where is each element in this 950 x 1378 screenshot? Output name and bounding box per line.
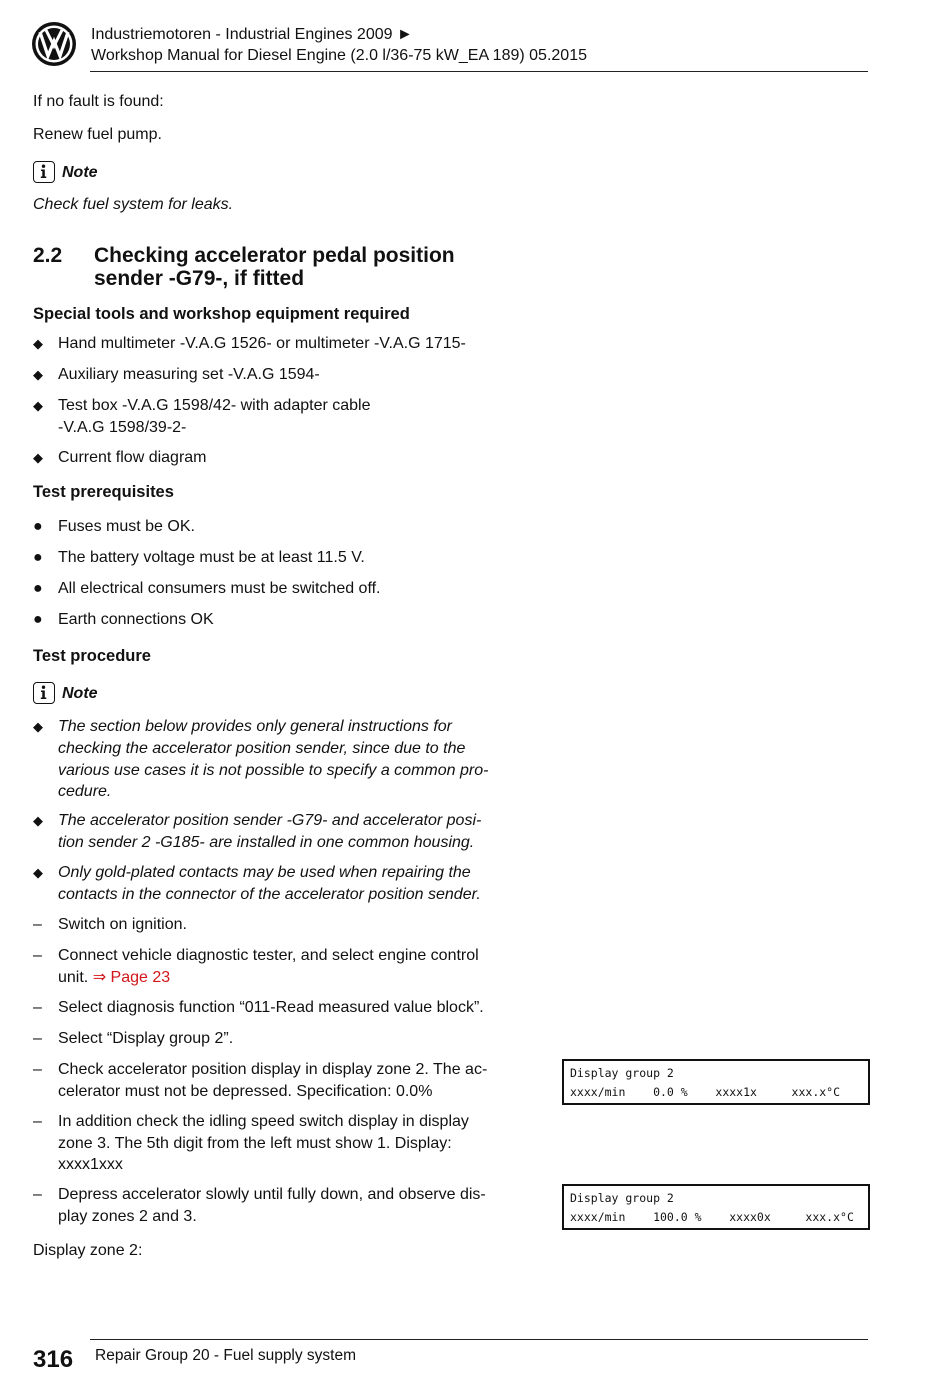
- prereq-item: The battery voltage must be at least 11.5 V.: [58, 549, 365, 566]
- round-bullet-icon: ●: [33, 580, 43, 597]
- note-item-line: tion sender 2 -G185- are installed in one common housing.: [58, 834, 475, 851]
- display-group-values: xxxx/min 100.0 % xxxx0x xxx.x°C: [570, 1210, 854, 1224]
- intro-text: If no fault is found:: [33, 93, 164, 110]
- info-icon: [33, 682, 55, 704]
- diamond-bullet-icon: ◆: [33, 450, 43, 465]
- brand-logo: [31, 21, 77, 67]
- display-group-title: Display group 2: [570, 1191, 674, 1205]
- step-item: [58, 1059, 528, 1103]
- prereq-item: Fuses must be OK.: [58, 518, 195, 535]
- note-item-line: various use cases it is not possible to specify a common pro-: [58, 762, 489, 779]
- step-item-text: unit.: [58, 969, 93, 986]
- display-group-title: Display group 2: [570, 1066, 674, 1080]
- tool-item: Hand multimeter -V.A.G 1526- or multimeter -V.A.G 1715-: [58, 335, 466, 352]
- note-item-line: contacts in the connector of the accelerator position sender.: [58, 886, 481, 903]
- diamond-bullet-icon: ◆: [33, 719, 43, 734]
- step-item: Select diagnosis function “011-Read measured value block”.: [58, 999, 484, 1016]
- diamond-bullet-icon: ◆: [33, 398, 43, 413]
- intro-text: Renew fuel pump.: [33, 126, 162, 143]
- diamond-bullet-icon: ◆: [33, 865, 43, 880]
- prereq-item: Earth connections OK: [58, 611, 214, 628]
- header-subtitle: Workshop Manual for Diesel Engine (2.0 l/36-75 kW_EA 189) 05.2015: [91, 47, 587, 64]
- display-group-box: [562, 1184, 870, 1230]
- section-title-line: sender -G79-, if fitted: [94, 267, 305, 290]
- footer-rule: [90, 1339, 868, 1340]
- vw-logo-icon: [31, 21, 77, 67]
- round-bullet-icon: ●: [33, 549, 43, 566]
- header-title: Industriemotoren - Industrial Engines 2009 ►: [91, 26, 413, 43]
- step-item-line: xxxx1xxx: [58, 1156, 123, 1173]
- diamond-bullet-icon: ◆: [33, 367, 43, 382]
- dash-marker: –: [33, 1186, 42, 1203]
- note-label: Note: [62, 164, 98, 181]
- section-number: 2.2: [33, 244, 63, 267]
- prereq-heading: Test prerequisites: [33, 483, 174, 501]
- tool-item: [58, 395, 528, 439]
- round-bullet-icon: ●: [33, 518, 43, 535]
- step-item-line: play zones 2 and 3.: [58, 1208, 197, 1225]
- step-item-line: Depress accelerator slowly until fully down, and observe dis-: [58, 1186, 486, 1203]
- step-item-line: celerator must not be depressed. Specification: 0.0%: [58, 1083, 433, 1100]
- dash-marker: –: [33, 916, 42, 933]
- dash-marker: –: [33, 999, 42, 1016]
- procedure-heading: Test procedure: [33, 647, 151, 665]
- note-text: Check fuel system for leaks.: [33, 196, 234, 213]
- note-item-line: checking the accelerator position sender, since due to the: [58, 740, 466, 757]
- step-item: [58, 1111, 528, 1175]
- step-item: Select “Display group 2”.: [58, 1030, 234, 1047]
- tool-item: Auxiliary measuring set -V.A.G 1594-: [58, 366, 320, 383]
- info-icon: [33, 161, 55, 183]
- section-title: [94, 244, 455, 290]
- note-item-line: Only gold-plated contacts may be used when repairing the: [58, 864, 471, 881]
- note-label: Note: [62, 685, 98, 702]
- display-zone-label: Display zone 2:: [33, 1242, 143, 1259]
- display-group-values: xxxx/min 0.0 % xxxx1x xxx.x°C: [570, 1085, 841, 1099]
- step-item-line: zone 3. The 5th digit from the left must show 1. Display:: [58, 1135, 452, 1152]
- dash-marker: –: [33, 1113, 42, 1130]
- note-item-line: cedure.: [58, 783, 112, 800]
- tool-item-line: Test box -V.A.G 1598/42- with adapter cable: [58, 397, 371, 414]
- footer-text: Repair Group 20 - Fuel supply system: [95, 1347, 357, 1364]
- note-item: [58, 716, 528, 802]
- note-item: [58, 810, 528, 854]
- step-item: [58, 1184, 528, 1228]
- diamond-bullet-icon: ◆: [33, 813, 43, 828]
- step-item: Switch on ignition.: [58, 916, 187, 933]
- prereq-item: All electrical consumers must be switched off.: [58, 580, 381, 597]
- dash-marker: –: [33, 1061, 42, 1078]
- tool-item: Current flow diagram: [58, 449, 207, 466]
- tool-item-line: -V.A.G 1598/39-2-: [58, 419, 187, 436]
- step-item-line: In addition check the idling speed switch display in display: [58, 1113, 469, 1130]
- step-item-line: [58, 967, 528, 989]
- step-item-line: Connect vehicle diagnostic tester, and select engine control: [58, 947, 479, 964]
- note-item-line: The section below provides only general instructions for: [58, 718, 452, 735]
- page-number: 316: [33, 1346, 74, 1373]
- step-item: [58, 945, 528, 989]
- page-link[interactable]: ⇒ Page 23: [92, 969, 171, 986]
- step-item-line: Check accelerator position display in display zone 2. The ac-: [58, 1061, 488, 1078]
- display-group-box: [562, 1059, 870, 1105]
- header-rule: [90, 71, 868, 72]
- section-title-line: Checking accelerator pedal position: [94, 244, 455, 267]
- dash-marker: –: [33, 1030, 42, 1047]
- note-item-line: The accelerator position sender -G79- and accelerator posi-: [58, 812, 482, 829]
- round-bullet-icon: ●: [33, 611, 43, 628]
- diamond-bullet-icon: ◆: [33, 336, 43, 351]
- dash-marker: –: [33, 947, 42, 964]
- tools-heading: Special tools and workshop equipment required: [33, 305, 410, 323]
- note-item: [58, 862, 528, 906]
